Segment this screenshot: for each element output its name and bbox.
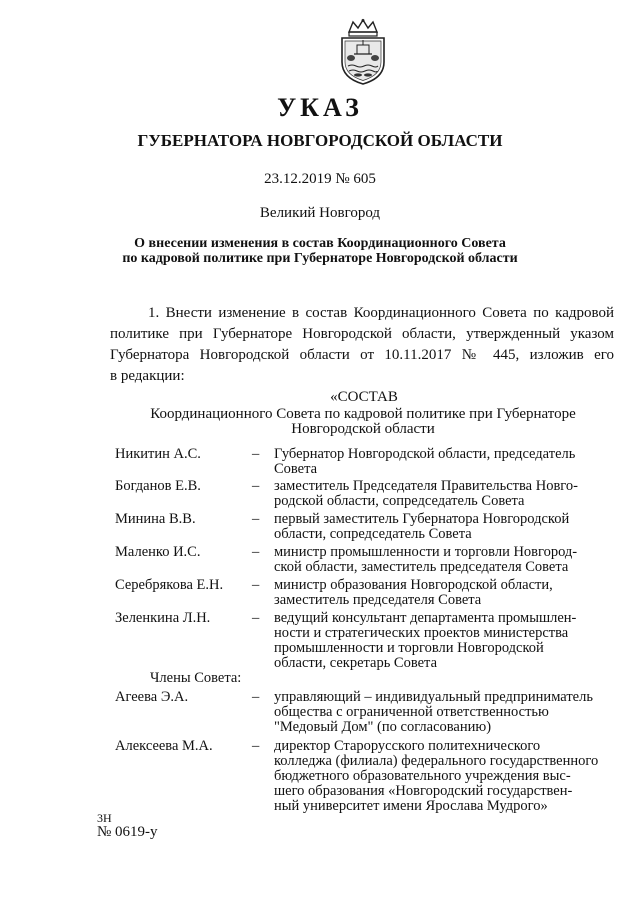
position-line: Совета (274, 461, 318, 477)
position-line: колледжа (филиала) федерального государственного (274, 753, 599, 769)
member-position (274, 739, 604, 814)
row-dash: – (252, 511, 260, 527)
members-label: Члены Совета: (150, 670, 242, 686)
member-name: Алексеева М.А. (115, 738, 213, 754)
row-dash: – (252, 577, 260, 593)
member-name: Серебрякова Е.Н. (115, 577, 224, 593)
position-line: управляющий – индивидуальный предприниматель (274, 689, 593, 705)
member-position (274, 545, 604, 575)
position-line: заместитель Председателя Правительства Новго- (274, 478, 578, 494)
member-position (274, 611, 604, 671)
position-line: области, секретарь Совета (274, 655, 438, 671)
position-line: Губернатор Новгородской области, председатель (274, 446, 576, 462)
paragraph-line: в редакции: (110, 368, 185, 384)
row-dash: – (252, 610, 260, 626)
decree-issuer: ГУБЕРНАТОРА НОВГОРОДСКОЙ ОБЛАСТИ (137, 131, 503, 150)
decree-city: Великий Новгород (259, 205, 381, 221)
novgorod-coat-of-arms-icon (334, 18, 392, 86)
row-dash: – (252, 689, 260, 705)
row-dash: – (252, 544, 260, 560)
member-position (274, 479, 604, 509)
paragraph-line: Губернатора Новгородской области от 10.11.2017 № 445, изложив его (110, 347, 614, 363)
member-name: Минина В.В. (115, 511, 196, 527)
footer-number: № 0619-у (97, 824, 158, 840)
position-line: заместитель председателя Совета (274, 592, 482, 608)
member-name: Богданов Е.В. (115, 478, 201, 494)
row-dash: – (252, 738, 260, 754)
position-line: ской области, заместитель председателя Совета (274, 559, 569, 575)
composition-subtitle-line: Координационного Совета по кадровой политике при Губернаторе (150, 406, 576, 422)
position-line: шего образования «Новгородский государствен- (274, 783, 573, 799)
decree-heading (100, 236, 540, 266)
paragraph-line: политике при Губернаторе Новгородской области, утвержденный указом (110, 326, 614, 342)
position-line: области, сопредседатель Совета (274, 526, 472, 542)
composition-title: «СОСТАВ (330, 389, 398, 405)
member-name: Никитин А.С. (115, 446, 201, 462)
paragraph-line: 1. Внести изменение в состав Координационного Совета по кадровой (148, 305, 614, 321)
position-line: министр образования Новгородской области, (274, 577, 553, 593)
decree-date-number: 23.12.2019 № 605 (264, 171, 376, 187)
decree-title: УКАЗ (277, 93, 363, 122)
position-line: родской области, сопредседатель Совета (274, 493, 525, 509)
position-line: "Медовый Дом" (по согласованию) (274, 719, 492, 735)
member-name: Маленко И.С. (115, 544, 201, 560)
position-line: директор Старорусского политехнического (274, 738, 541, 754)
heading-line: О внесении изменения в состав Координационного Совета (134, 236, 506, 251)
member-position (274, 690, 604, 735)
position-line: ности и стратегических проектов министерства (274, 625, 569, 641)
position-line: промышленности и торговли Новгородской (274, 640, 544, 656)
position-line: министр промышленности и торговли Новгород- (274, 544, 578, 560)
position-line: первый заместитель Губернатора Новгородской (274, 511, 570, 527)
position-line: общества с ограниченной ответственностью (274, 704, 549, 720)
member-position (274, 578, 604, 608)
composition-subtitle (110, 407, 616, 437)
composition-subtitle-line: Новгородской области (291, 421, 435, 437)
member-name: Зеленкина Л.Н. (115, 610, 211, 626)
position-line: бюджетного образовательного учреждения выс- (274, 768, 571, 784)
decree-paragraph (110, 303, 614, 387)
member-position (274, 512, 604, 542)
heading-line: по кадровой политике при Губернаторе Новгородской области (122, 251, 518, 266)
position-line: ведущий консультант департамента промышлен- (274, 610, 577, 626)
position-line: ный университет имени Ярослава Мудрого» (274, 798, 548, 814)
member-name: Агеева Э.А. (115, 689, 189, 705)
footer-code: 3Н (97, 811, 112, 825)
row-dash: – (252, 446, 260, 462)
row-dash: – (252, 478, 260, 494)
member-position (274, 447, 604, 477)
